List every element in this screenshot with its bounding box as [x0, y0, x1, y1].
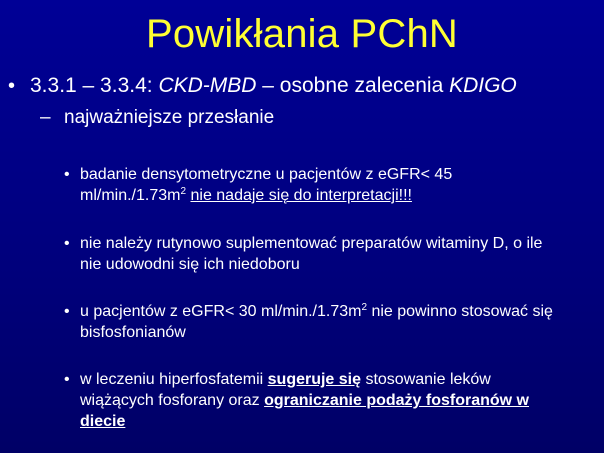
line: nie udowodni się ich niedoboru: [80, 256, 300, 273]
underlined-warning: nie nadaje się do interpretacji!!!: [190, 187, 412, 204]
superscript: 2: [361, 302, 368, 313]
line: [80, 411, 584, 432]
sub-point-text: najważniejsze przesłanie: [64, 107, 275, 128]
bold-underlined-text: sugeruje się: [267, 371, 362, 388]
sub-point-main-message: [40, 105, 274, 131]
line: badanie densytometryczne u pacjentów z eGFR< 45: [80, 166, 453, 183]
point-prefix: 3.3.1 – 3.3.4:: [30, 74, 159, 97]
list-item-text: [80, 233, 584, 275]
list-item-text: [80, 301, 584, 343]
bullet-icon: •: [64, 371, 70, 388]
bold-underlined-text: ograniczanie podaży fosforanów w: [264, 392, 529, 409]
slide-title: Powikłania PChN: [145, 12, 459, 56]
point-middle: – osobne zalecenia: [256, 74, 450, 97]
line: nie należy rutynowo suplementować preparatów witaminy D, o ile: [80, 235, 543, 252]
superscript: 2: [180, 186, 187, 197]
list-item-vitamin-d: [64, 233, 584, 275]
dash-icon: –: [40, 107, 51, 128]
list-item-text: [80, 369, 584, 432]
line: [80, 301, 584, 322]
text-part: nie powinno stosować się: [367, 303, 553, 320]
text-part: wiążących fosforany oraz: [80, 392, 265, 409]
list-item-text: [80, 164, 584, 206]
line: [80, 185, 584, 206]
point-org: KDIGO: [449, 74, 517, 97]
point-term: CKD-MBD: [158, 74, 257, 97]
bullet-icon: •: [64, 235, 70, 252]
list-item-hyperphosphatemia: [64, 369, 584, 432]
text-part: u pacjentów z eGFR< 30 ml/min./1.73m: [80, 303, 362, 320]
text-part: stosowanie leków: [361, 371, 491, 388]
list-item-densitometry: [64, 164, 584, 206]
line: [80, 369, 584, 390]
bold-underlined-text: diecie: [80, 413, 126, 430]
line: bisfosfonianów: [80, 324, 186, 341]
text-part: w leczeniu hiperfosfatemii: [80, 371, 268, 388]
list-item-bisphosphonates: [64, 301, 584, 343]
bullet-icon: •: [64, 303, 70, 320]
bullet-point-ckd-mbd: [8, 72, 598, 100]
bullet-icon: •: [64, 166, 70, 183]
bullet-icon: •: [8, 75, 16, 97]
unit-text: ml/min./1.73m: [80, 187, 181, 204]
line: [80, 390, 584, 411]
bullet-text: [30, 72, 517, 100]
